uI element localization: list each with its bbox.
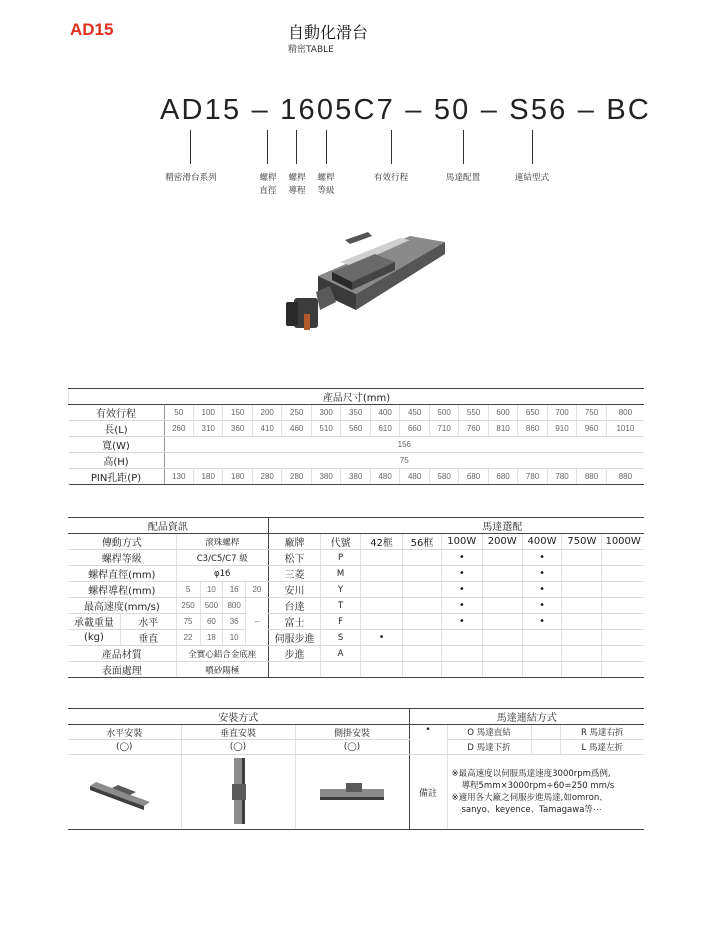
load-value: 60	[200, 614, 223, 630]
motor-header: 42框	[361, 534, 403, 550]
brand-name: 安川	[268, 582, 320, 598]
brand-name: 伺服步進	[268, 630, 320, 646]
notes-label: 備註	[409, 755, 447, 830]
compat-mark	[522, 630, 562, 646]
compat-mark	[562, 582, 602, 598]
motor-header: 200W	[482, 534, 522, 550]
row-label: 寬(W)	[69, 437, 165, 453]
table-cell: 550	[459, 405, 488, 421]
compat-mark	[482, 646, 522, 662]
table-cell: 880	[606, 469, 644, 485]
motor-header: 400W	[522, 534, 562, 550]
table-cell: 360	[223, 421, 252, 437]
compat-mark	[482, 550, 522, 566]
table-cell: 260	[164, 421, 193, 437]
lead-value: 20	[246, 582, 269, 598]
brand-code: A	[321, 646, 361, 662]
horizontal-mount-icon	[84, 766, 164, 816]
diameter-value: φ16	[176, 566, 268, 582]
table-cell: 150	[223, 405, 252, 421]
brand-code: S	[321, 630, 361, 646]
table-row	[68, 725, 644, 740]
note-line: sanyo、keyence、Tamagawa等⋯	[461, 805, 602, 815]
compat-mark	[361, 550, 403, 566]
compat-mark	[602, 598, 644, 614]
mount-mark: (◯)	[68, 740, 181, 755]
compat-mark	[602, 630, 644, 646]
table-cell: 510	[311, 421, 340, 437]
code-tick-motor	[463, 130, 464, 164]
connect-option: L 馬達左折	[560, 740, 644, 755]
empty-cell	[482, 662, 522, 678]
empty-cell	[522, 662, 562, 678]
lead-value: 10	[200, 582, 223, 598]
mount-image-horizontal	[68, 755, 181, 830]
table-row	[68, 662, 644, 678]
table-cell: 560	[341, 421, 370, 437]
empty-cell	[531, 740, 560, 755]
mount-label-vertical: 垂直安裝	[181, 725, 295, 740]
table-row	[69, 469, 645, 485]
compat-mark	[403, 582, 442, 598]
code-tick-diameter	[267, 130, 268, 164]
table-cell: 180	[223, 469, 252, 485]
notes	[447, 755, 644, 830]
table-row	[68, 755, 644, 830]
compat-mark	[602, 582, 644, 598]
table-cell: 280	[252, 469, 281, 485]
spec-table	[68, 517, 644, 678]
compat-mark	[403, 614, 442, 630]
table-cell: 1010	[606, 421, 644, 437]
table-cell: 180	[193, 469, 222, 485]
table-cell: 200	[252, 405, 281, 421]
table-cell: 860	[518, 421, 547, 437]
mount-mark: (◯)	[295, 740, 409, 755]
connect-bullet: •	[409, 725, 447, 755]
table-row	[68, 534, 644, 550]
table-cell: 580	[429, 469, 458, 485]
code-tick-lead	[296, 130, 297, 164]
compat-mark: •	[441, 598, 482, 614]
table-cell: 880	[577, 469, 606, 485]
diameter-label: 螺桿直徑(mm)	[68, 566, 176, 582]
compat-mark	[562, 598, 602, 614]
mount-mark: (◯)	[181, 740, 295, 755]
side-mount-icon	[312, 771, 392, 811]
segment-label-coupling: 連結型式	[514, 173, 550, 183]
empty-cell	[562, 662, 602, 678]
motor-header: 100W	[441, 534, 482, 550]
table-cell: 700	[547, 405, 576, 421]
table-cell: 760	[459, 421, 488, 437]
product-code-badge: AD15	[70, 20, 114, 39]
compat-mark	[482, 598, 522, 614]
empty-cell	[321, 662, 361, 678]
brand-code: T	[321, 598, 361, 614]
compat-mark	[602, 566, 644, 582]
motor-header: 代號	[321, 534, 361, 550]
note-line: ※適用各大廠之伺服步進馬達,如omron、	[451, 793, 608, 803]
vertical-label: 垂直	[120, 630, 176, 646]
empty-cell	[531, 725, 560, 740]
brand-name: 富士	[268, 614, 320, 630]
compat-mark: •	[522, 550, 562, 566]
empty-cell	[403, 662, 442, 678]
compat-mark	[403, 630, 442, 646]
spec-section-title: 配品資訊	[68, 518, 268, 534]
segment-label-lead: 螺桿 導程	[288, 173, 306, 196]
table-cell: 680	[488, 469, 517, 485]
table-row	[68, 582, 644, 598]
compat-mark	[562, 646, 602, 662]
table-row	[68, 646, 644, 662]
brand-code: Y	[321, 582, 361, 598]
compat-mark	[562, 614, 602, 630]
code-tick-series	[190, 130, 191, 164]
table-cell: 280	[282, 469, 311, 485]
table-cell: 710	[429, 421, 458, 437]
compat-mark	[361, 598, 403, 614]
speed-value: 250	[176, 598, 200, 614]
load-value: 75	[176, 614, 200, 630]
load-unit: (kg)	[68, 630, 120, 646]
table-row	[68, 630, 644, 646]
compat-mark	[482, 582, 522, 598]
table-cell: 300	[311, 405, 340, 421]
table-row	[69, 453, 645, 469]
row-label: 有效行程	[69, 405, 165, 421]
table-cell: 480	[370, 469, 399, 485]
table-cell: 130	[164, 469, 193, 485]
compat-mark	[562, 630, 602, 646]
table-cell: 480	[400, 469, 429, 485]
code-tick-coupling	[532, 130, 533, 164]
brand-name: 步進	[268, 646, 320, 662]
connect-option: D 馬達下折	[447, 740, 531, 755]
mount-table	[68, 708, 644, 830]
empty-cell	[268, 662, 320, 678]
table-cell: 500	[429, 405, 458, 421]
drive-value: 滾珠螺桿	[176, 534, 268, 550]
drive-label: 傳動方式	[68, 534, 176, 550]
table-cell: 350	[341, 405, 370, 421]
code-tick-stroke	[391, 130, 392, 164]
table-row	[69, 405, 645, 421]
page-title: 自動化滑台	[288, 23, 369, 42]
motor-section-title: 馬達選配	[361, 518, 645, 534]
table-cell: 960	[577, 421, 606, 437]
compat-mark: •	[441, 566, 482, 582]
compat-mark: •	[441, 550, 482, 566]
table-cell: 810	[488, 421, 517, 437]
code-tick-grade	[326, 130, 327, 164]
compat-mark	[403, 646, 442, 662]
compat-mark	[482, 614, 522, 630]
material-label: 產品材質	[68, 646, 176, 662]
brand-name: 台達	[268, 598, 320, 614]
motor-header: 1000W	[602, 534, 644, 550]
empty-cell	[441, 662, 482, 678]
table-cell: 250	[282, 405, 311, 421]
lead-label: 螺桿導程(mm)	[68, 582, 176, 598]
table-row	[68, 598, 644, 614]
brand-code: P	[321, 550, 361, 566]
segment-label-series: 精密滑台系列	[165, 173, 217, 183]
compat-mark	[403, 566, 442, 582]
compat-mark	[403, 550, 442, 566]
table-cell: 680	[459, 469, 488, 485]
connect-section-title: 馬達連結方式	[409, 709, 644, 725]
compat-mark	[602, 550, 644, 566]
compat-mark	[602, 614, 644, 630]
speed-value: 500	[200, 598, 223, 614]
table-row	[68, 614, 644, 630]
compat-mark	[562, 550, 602, 566]
load-label: 承載重量	[68, 614, 120, 630]
brand-code: M	[321, 566, 361, 582]
table-cell: 380	[341, 469, 370, 485]
table-cell: 800	[606, 405, 644, 421]
table-row	[68, 740, 644, 755]
model-code: AD15 – 1605C7 – 50 – S56 – BC	[160, 94, 652, 126]
table-cell: 75	[164, 453, 644, 469]
compat-mark	[562, 566, 602, 582]
motor-header: 750W	[562, 534, 602, 550]
segment-label-motor: 馬達配置	[445, 173, 481, 183]
mount-image-vertical	[181, 755, 295, 830]
table-cell: 780	[518, 469, 547, 485]
table-cell: 380	[311, 469, 340, 485]
row-label: PIN孔距(P)	[69, 469, 165, 485]
compat-mark	[522, 646, 562, 662]
table-cell: 660	[400, 421, 429, 437]
row-label: 長(L)	[69, 421, 165, 437]
table-row	[69, 421, 645, 437]
table-cell: 156	[164, 437, 644, 453]
table-cell: 450	[400, 405, 429, 421]
note-line: 導程5mm×3000rpm÷60=250 mm/s	[461, 781, 615, 791]
mount-label-horizontal: 水平安裝	[68, 725, 181, 740]
dimensions-table-title: 產品尺寸(mm)	[69, 389, 645, 405]
empty-cell	[268, 518, 360, 534]
compat-mark	[361, 646, 403, 662]
horizontal-label: 水平	[120, 614, 176, 630]
compat-mark	[403, 598, 442, 614]
surface-label: 表面處理	[68, 662, 176, 678]
compat-mark	[361, 582, 403, 598]
table-cell: 400	[370, 405, 399, 421]
compat-mark	[482, 566, 522, 582]
connect-option: R 馬達右折	[560, 725, 644, 740]
speed-value: 800	[223, 598, 246, 614]
brand-name: 松下	[268, 550, 320, 566]
mount-image-side	[295, 755, 409, 830]
compat-mark	[482, 630, 522, 646]
compat-mark	[441, 630, 482, 646]
compat-mark	[361, 566, 403, 582]
table-row	[69, 437, 645, 453]
material-value: 全實心鋁合金底座	[176, 646, 268, 662]
compat-mark: •	[522, 566, 562, 582]
segment-label-stroke: 有效行程	[373, 173, 409, 183]
compat-mark: •	[522, 614, 562, 630]
load-value: 22	[176, 630, 200, 646]
lead-value: 16	[223, 582, 246, 598]
table-row	[68, 550, 644, 566]
vertical-mount-icon	[218, 756, 258, 826]
speed-label: 最高速度(mm/s)	[68, 598, 176, 614]
table-cell: 410	[252, 421, 281, 437]
compat-mark	[361, 614, 403, 630]
mount-section-title: 安裝方式	[68, 709, 409, 725]
empty-cell	[361, 662, 403, 678]
table-cell: 600	[488, 405, 517, 421]
brand-name: 三菱	[268, 566, 320, 582]
note-line: ※最高速度以伺服馬達速度3000rpm爲例,	[451, 769, 611, 779]
page-subtitle: 精密TABLE	[288, 45, 334, 55]
table-cell: 610	[370, 421, 399, 437]
compat-mark: •	[441, 582, 482, 598]
table-cell: 460	[282, 421, 311, 437]
table-cell: 750	[577, 405, 606, 421]
table-row	[68, 566, 644, 582]
compat-mark: •	[441, 614, 482, 630]
brand-code: F	[321, 614, 361, 630]
compat-mark: •	[522, 582, 562, 598]
table-cell: 650	[518, 405, 547, 421]
surface-value: 噴砂陽極	[176, 662, 268, 678]
grade-label: 螺桿等級	[68, 550, 176, 566]
empty-cell	[602, 662, 644, 678]
linear-stage-image	[260, 232, 460, 352]
compat-mark: •	[522, 598, 562, 614]
table-cell: 100	[193, 405, 222, 421]
segment-label-diameter: 螺桿 直徑	[259, 173, 277, 196]
compat-mark	[602, 646, 644, 662]
row-label: 高(H)	[69, 453, 165, 469]
load-value: 18	[200, 630, 223, 646]
lead-value: 5	[176, 582, 200, 598]
table-cell: 310	[193, 421, 222, 437]
mount-label-side: 側掛安裝	[295, 725, 409, 740]
motor-header: 廠牌	[268, 534, 320, 550]
load-value: 36	[223, 614, 246, 630]
motor-header: 56框	[403, 534, 442, 550]
table-cell: 910	[547, 421, 576, 437]
segment-label-grade: 螺桿 等級	[317, 173, 335, 196]
compat-mark	[441, 646, 482, 662]
load-value: 10	[223, 630, 246, 646]
dimensions-table	[68, 388, 644, 485]
connect-option: O 馬達直結	[447, 725, 531, 740]
compat-mark: •	[361, 630, 403, 646]
table-cell: 50	[164, 405, 193, 421]
table-cell: 780	[547, 469, 576, 485]
load-dash: –	[246, 598, 269, 646]
grade-value: C3/C5/C7 級	[176, 550, 268, 566]
